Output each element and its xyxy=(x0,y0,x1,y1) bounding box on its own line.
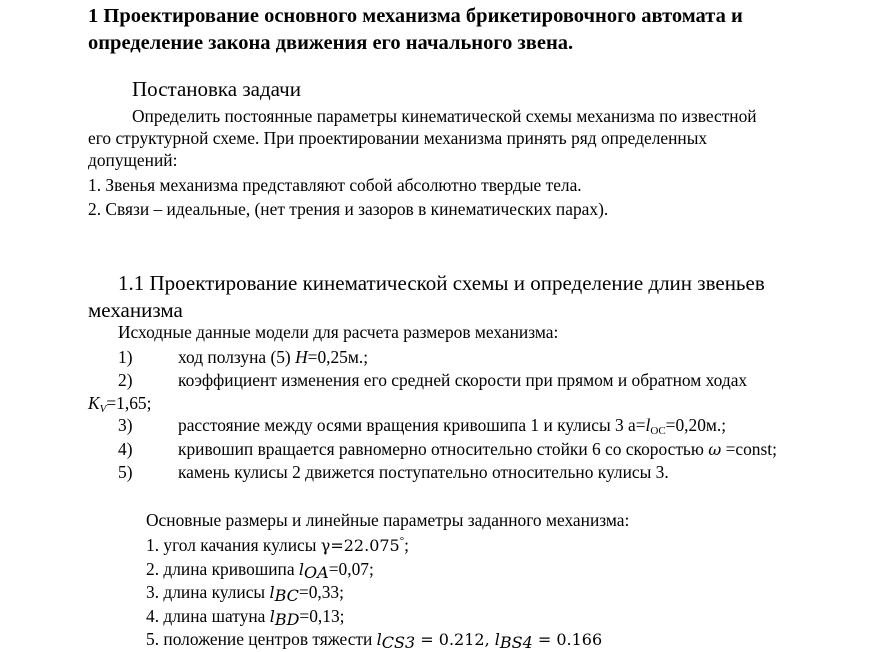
item-value: =const; xyxy=(721,439,777,459)
variable-subscript: CS3 xyxy=(381,633,416,652)
variable-subscript: OC xyxy=(650,425,666,437)
param-value: = 0.212, xyxy=(415,630,495,649)
variable: ω xyxy=(708,440,722,459)
variable: H xyxy=(295,347,308,367)
variable: l xyxy=(269,583,275,602)
variable: l xyxy=(269,607,275,626)
task-title: Постановка задачи xyxy=(132,77,301,101)
param-value: =0,33; xyxy=(298,582,344,602)
item-value: =0,20м.; xyxy=(665,415,727,435)
chapter-heading-line1: 1 Проектирование основного механизма брикетировочного автомата и xyxy=(88,5,743,27)
variable: l xyxy=(494,630,500,649)
chapter-heading-line2: определение закона движения его начального звена. xyxy=(88,32,574,54)
item-text: камень кулисы 2 движется поступательно относительно кулисы 3. xyxy=(178,462,669,482)
input-item-1 xyxy=(118,346,368,368)
param-value: =0,13; xyxy=(299,606,345,626)
variable: l xyxy=(298,560,305,579)
item-text: расстояние между осями вращения кривошипа 1 и кулисы 3 a= xyxy=(178,415,646,435)
item-value: =1,65; xyxy=(106,393,152,413)
params-title: Основные размеры и линейные параметры заданного механизма: xyxy=(146,510,630,530)
variable-subscript: BS4 xyxy=(499,633,533,652)
item-text: ход ползуна (5) xyxy=(178,347,296,367)
param-value: =22.075 xyxy=(330,536,400,555)
variable-subscript: V xyxy=(99,403,107,415)
item-number: 2) xyxy=(118,370,133,390)
param-label: 5. положение центров тяжести xyxy=(146,629,377,649)
task-paragraph-line3: допущений: xyxy=(88,150,178,170)
input-item-5 xyxy=(118,461,669,483)
param-label: 3. длина кулисы xyxy=(146,582,270,602)
input-item-2 xyxy=(118,369,747,391)
variable: l xyxy=(376,630,382,649)
param-item-1 xyxy=(146,534,409,557)
variable: K xyxy=(88,393,100,413)
assumption-item-2: 2. Связи – идеальные, (нет трения и зазоров в кинематических парах). xyxy=(88,199,609,219)
param-value: = 0.166 xyxy=(532,630,603,649)
variable-subscript: BD xyxy=(274,610,300,629)
variable-subscript: OA xyxy=(304,563,329,582)
param-label: 2. длина кривошипа xyxy=(146,559,299,579)
param-label: 1. угол качания кулисы xyxy=(146,535,321,555)
input-item-3 xyxy=(118,414,726,436)
task-paragraph-line2: его структурной схеме. При проектировании механизма принять ряд определенных xyxy=(88,128,708,148)
item-number: 3) xyxy=(118,415,133,435)
param-item-4 xyxy=(146,605,345,628)
item-number: 1) xyxy=(118,347,133,367)
task-paragraph-line1: Определить постоянные параметры кинематической схемы механизма по известной xyxy=(132,106,757,126)
param-item-3 xyxy=(146,581,344,604)
item-text: коэффициент изменения его средней скорости при прямом и обратном ходах xyxy=(178,370,748,390)
assumption-item-1: 1. Звенья механизма представляют собой абсолютно твердые тела. xyxy=(88,175,582,195)
input-item-4 xyxy=(118,438,777,461)
variable: γ xyxy=(320,536,331,555)
item-value: =0,25м.; xyxy=(307,347,369,367)
variable: l xyxy=(645,415,651,435)
param-suffix: ; xyxy=(404,535,409,555)
section-intro: Исходные данные модели для расчета размеров механизма: xyxy=(118,322,559,342)
degree-sign: ° xyxy=(399,535,405,548)
input-item-2-cont xyxy=(88,392,151,414)
item-text: кривошип вращается равномерно относительно стойки 6 со скоростью xyxy=(178,439,709,459)
item-number: 4) xyxy=(118,439,133,459)
param-value: =0,07; xyxy=(328,559,374,579)
param-label: 4. длина шатуна xyxy=(146,606,270,626)
section-title-line1: 1.1 Проектирование кинематической схемы и определение длин звеньев xyxy=(118,271,765,295)
param-item-2 xyxy=(146,558,374,581)
section-title-line2: механизма xyxy=(88,298,183,322)
item-number: 5) xyxy=(118,462,133,482)
param-item-5 xyxy=(146,628,602,651)
variable-subscript: BC xyxy=(274,586,299,605)
